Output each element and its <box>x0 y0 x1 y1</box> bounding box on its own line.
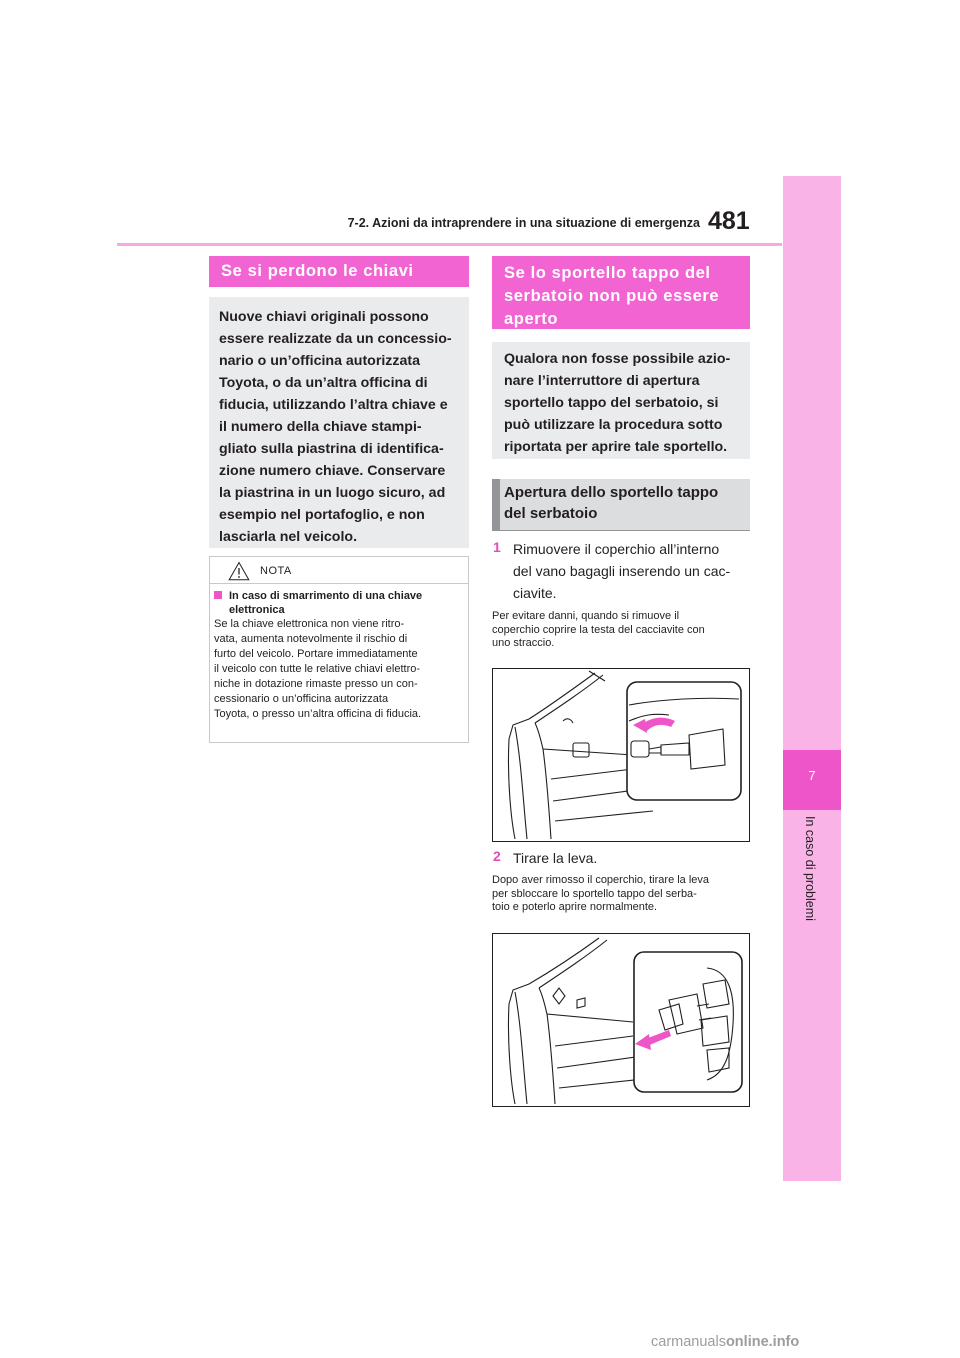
chapter-number: 7 <box>808 768 816 783</box>
intro-line: Qualora non fosse possibile azio- <box>504 351 731 367</box>
notice-bullet-square <box>214 591 222 599</box>
procedure-subheading-line: Apertura dello sportello tappo <box>504 484 719 501</box>
notice-label: NOTA <box>260 565 292 577</box>
intro-line: fiducia, utilizzando l’altra chiave e <box>219 397 448 413</box>
page-number: 481 <box>708 207 750 235</box>
intro-line: può utilizzare la procedura sotto <box>504 417 723 433</box>
subheading-accent-bar <box>492 479 500 531</box>
intro-line: il numero della chiave stampi- <box>219 419 422 435</box>
notice-subheading: In caso di smarrimento di una chiave elettronica <box>229 590 423 616</box>
subheading-underline <box>492 530 750 531</box>
lost-keys-intro-box <box>209 297 469 548</box>
intro-line: gliato sulla piastrina di identifica- <box>219 441 444 457</box>
procedure-subheading-line: del serbatoio <box>504 505 598 522</box>
intro-line: Toyota, o da un’altra officina di <box>219 375 428 391</box>
fuel-door-heading-line: serbatoio non può essere <box>504 287 720 305</box>
intro-line: zione numero chiave. Conservare <box>219 463 446 479</box>
procedure-subheading <box>492 479 750 531</box>
intro-line: esempio nel portafoglio, e non <box>219 507 425 523</box>
watermark-suffix: online.info <box>725 1334 800 1350</box>
watermark <box>651 1334 799 1350</box>
chapter-label: In caso di problemi <box>803 816 817 921</box>
lost-keys-heading: Se si perdono le chiavi <box>209 256 469 287</box>
notice-divider <box>209 583 469 584</box>
intro-line: lasciarla nel veicolo. <box>219 529 358 545</box>
fuel-door-heading-line: aperto <box>504 310 559 328</box>
intro-line: sportello tappo del serbatoio, si <box>504 395 719 411</box>
chapter-label-container <box>803 816 823 946</box>
step-number: 1 <box>493 539 501 555</box>
intro-line: la piastrina in un luogo sicuro, ad <box>219 485 446 501</box>
fuel-door-heading <box>492 256 750 329</box>
warning-triangle-icon <box>228 561 250 581</box>
pull-lever-illustration <box>492 933 750 1107</box>
intro-line: essere realizzate da un concessio- <box>219 331 452 347</box>
intro-line: nario o un’officina autorizzata <box>219 353 421 369</box>
step-text: Tirare la leva. <box>513 850 598 866</box>
fuel-door-heading-line: Se lo sportello tappo del <box>504 264 711 282</box>
step-number: 2 <box>493 848 501 864</box>
fuel-door-intro-box <box>492 342 750 459</box>
section-title: 7-2. Azioni da intraprendere in una situazione di emergenza <box>347 216 700 230</box>
step-text: Rimuovere il coperchio all’interno del vano bagagli inserendo un cac- ciavite. <box>513 541 731 601</box>
step-note: Per evitare danni, quando si rimuove il coperchio coprire la testa del cacciavite con uno straccio. <box>492 610 705 649</box>
intro-line: riportata per aprire tale sportello. <box>504 439 728 455</box>
chapter-side-tab <box>783 176 841 1181</box>
watermark-prefix: carmanuals <box>651 1334 726 1350</box>
intro-line: nare l’interruttore di apertura <box>504 373 700 389</box>
step-note: Dopo aver rimosso il coperchio, tirare la leva per sbloccare lo sportello tappo del serba- toio e poterlo aprire normalmente. <box>492 874 710 913</box>
notice-body: Se la chiave elettronica non viene ritro- vata, aumenta notevolmente il rischio di furto del veicolo. Portare immediatamente il veicolo con tutte le relative chiavi elettro- niche in dotazione rimaste presso un con- cessionario o un’officina autorizzata Toyota, o presso un’altra officina di fiducia. <box>214 618 422 720</box>
intro-line: Nuove chiavi originali possono <box>219 309 429 325</box>
header-divider <box>117 243 782 246</box>
remove-cover-illustration <box>492 668 750 842</box>
